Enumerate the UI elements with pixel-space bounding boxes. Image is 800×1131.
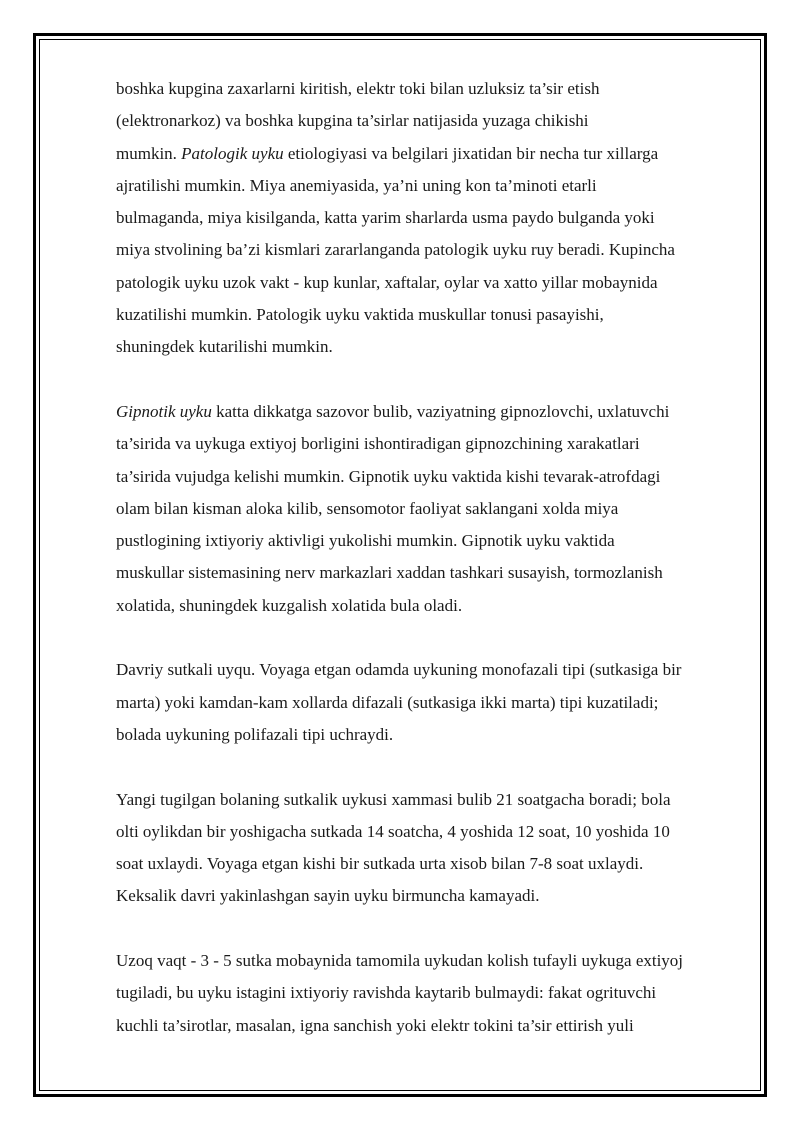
- text-line: tugiladi, bu uyku istagini ixtiyoriy ravishda kaytarib bulmaydi: fakat ogrituvchi: [116, 983, 657, 1003]
- text-line: ajratilishi mumkin. Miya anemiyasida, ya’ni uning kon ta’minoti etarli: [116, 175, 597, 195]
- paragraph-davriy-uyqu: [116, 654, 748, 751]
- text-line: patologik uyku uzok vakt - kup kunlar, xaftalar, oylar va xatto yillar mobaynida: [116, 272, 658, 292]
- text-line: bolada uykuning polifazali tipi uchraydi.: [116, 724, 394, 744]
- text-line: (elektronarkoz) va boshka kupgina ta’sirlar natijasida yuzaga chikishi: [116, 111, 589, 131]
- document-body: [116, 73, 748, 1042]
- paragraph-patologik-uyku: [116, 73, 748, 364]
- text-line: boshka kupgina zaxarlarni kiritish, elektr toki bilan uzluksiz ta’sir etish: [116, 79, 600, 98]
- text-line: ta’sirida vujudga kelishi mumkin. Gipnotik uyku vaktida kishi tevarak-atrofdagi: [116, 466, 661, 486]
- text-line: marta) yoki kamdan-kam xollarda difazali (sutkasiga ikki marta) tipi kuzatiladi;: [116, 692, 659, 712]
- text-line: Davriy sutkali uyqu. Voyaga etgan odamda uykuning monofazali tipi (sutkasiga bir: [116, 660, 682, 680]
- text-line: pustlogining ixtiyoriy aktivligi yukolishi mumkin. Gipnotik uyku vaktida: [116, 531, 615, 551]
- text-line: olti oylikdan bir yoshigacha sutkada 14 soatcha, 4 yoshida 12 soat, 10 yoshida 10: [116, 821, 670, 841]
- text-line: Uzoq vaqt - 3 - 5 sutka mobaynida tamomila uykudan kolish tufayli uykuga extiyoj: [116, 951, 684, 971]
- text-segment: etiologiyasi va belgilari jixatidan bir necha tur xillarga: [283, 143, 659, 163]
- text-line: shuningdek kutarilishi mumkin.: [116, 337, 333, 357]
- term-gipnotik-uyku: Gipnotik uyku: [116, 401, 212, 421]
- text-segment: katta dikkatga sazovor bulib, vaziyatning gipnozlovchi, uxlatuvchi: [211, 401, 670, 421]
- text-line: olam bilan kisman aloka kilib, sensomotor faoliyat saklangani xolda miya: [116, 498, 619, 518]
- text-line: Keksalik davri yakinlashgan sayin uyku birmuncha kamayadi.: [116, 886, 540, 906]
- text-line: kuchli ta’sirotlar, masalan, igna sanchish yoki elektr tokini ta’sir ettirish yuli: [116, 1015, 634, 1035]
- text-segment: mumkin.: [116, 143, 182, 163]
- text-line: [116, 396, 748, 428]
- paragraph-gipnotik-uyku: [116, 396, 748, 622]
- text-line: [116, 138, 748, 170]
- paragraph-sutkalik-uyku: [116, 784, 748, 913]
- term-patologik-uyku: Patologik uyku: [181, 143, 284, 163]
- text-line: muskullar sistemasining nerv markazlari xaddan tashkari susayish, tormozlanish: [116, 563, 663, 583]
- text-line: ta’sirida va uykuga extiyoj borligini ishontiradigan gipnozchining xarakatlari: [116, 434, 640, 454]
- text-line: Yangi tugilgan bolaning sutkalik uykusi xammasi bulib 21 soatgacha boradi; bola: [116, 789, 671, 809]
- text-line: soat uxlaydi. Voyaga etgan kishi bir sutkada urta xisob bilan 7-8 soat uxlaydi.: [116, 854, 644, 874]
- text-line: bulmaganda, miya kisilganda, katta yarim sharlarda usma paydo bulganda yoki: [116, 208, 655, 228]
- text-line: miya stvolining ba’zi kismlari zararlanganda patologik uyku ruy beradi. Kupincha: [116, 240, 675, 260]
- paragraph-uyqusizlik: [116, 945, 748, 1042]
- text-line: kuzatilishi mumkin. Patologik uyku vaktida muskullar tonusi pasayishi,: [116, 305, 604, 325]
- text-line: xolatida, shuningdek kuzgalish xolatida bula oladi.: [116, 595, 463, 615]
